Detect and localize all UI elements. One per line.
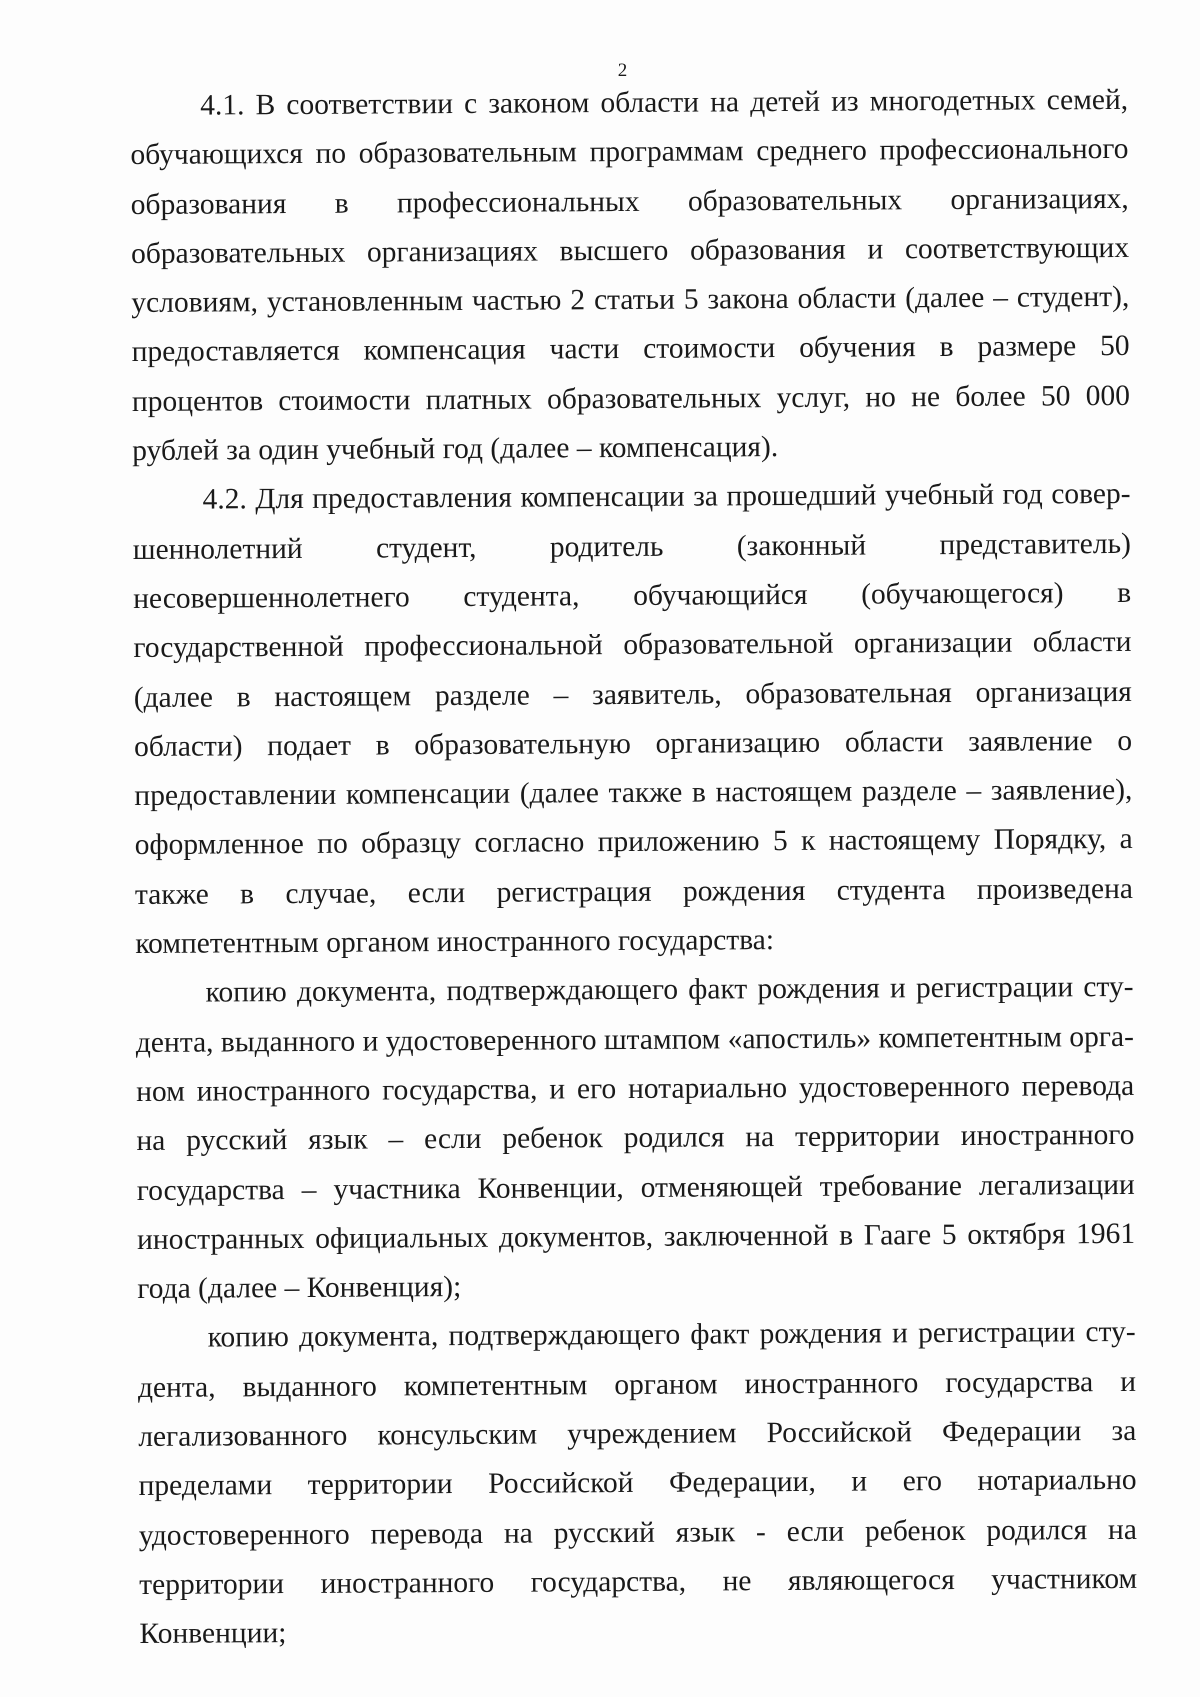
paragraph-legalized-copy: копию документа, подтверждающего факт рождения и регистрации студента, выданного компетентным органом иностранного государства и легализованного консульским учреждением Российской Федерации за пределами территории Российской Федерации, и его нотариально удостоверенного перевода на русский язык - если ребенок родился на территории иностранного государства, не являющегося участником Конвенции; [137,1316,1138,1651]
document-body [130,76,1138,1660]
page-number: 2 [617,60,628,81]
paragraph-apostille-copy: копию документа, подтверждающего факт рождения и регистрации студента, выданного и удостоверенного штампом «апостиль» компетентным органом иностранного государства, и его нотариально удостоверенного перевода на русский язык – если ребенок родился на территории иностранного государства – участника Конвенции, отменяющей требование легализации иностранных официальных документов, заключенной в Гааге 5 октября 1961 года (далее – Конвенция); [135,971,1136,1306]
paragraph-4-2: 4.2. Для предоставления компенсации за прошедший учебный год совершеннолетний студент, родитель (законный представитель) несовершеннолетнего студента, обучающийся (обучающегося) в государственной профессиональной образовательной организации области (далее в настоящем разделе – заявитель, образовательная организация области) подает в образовательную организацию области заявление о предоставлении компенсации (далее также в настоящем разделе – заявление), оформленное по образцу согласно приложению 5 к настоящему Порядку, а также в случае, если регистрация рождения студента произведена компетентным органом иностранного государства: [132,478,1134,961]
paragraph-4-1: 4.1. В соответствии с законом области на детей из многодетных семей, обучающихся по образовательным программам среднего профессионального образования в профессиональных образовательных организациях, образовательных организациях высшего образования и соответствующих условиям, установленным частью 2 статьи 5 закона области (далее – студент), предоставляется компенсация части стоимости обучения в размере 50 процентов стоимости платных образовательных услуг, но не более 50 000 рублей за один учебный год (далее – компенсация). [130,83,1131,468]
